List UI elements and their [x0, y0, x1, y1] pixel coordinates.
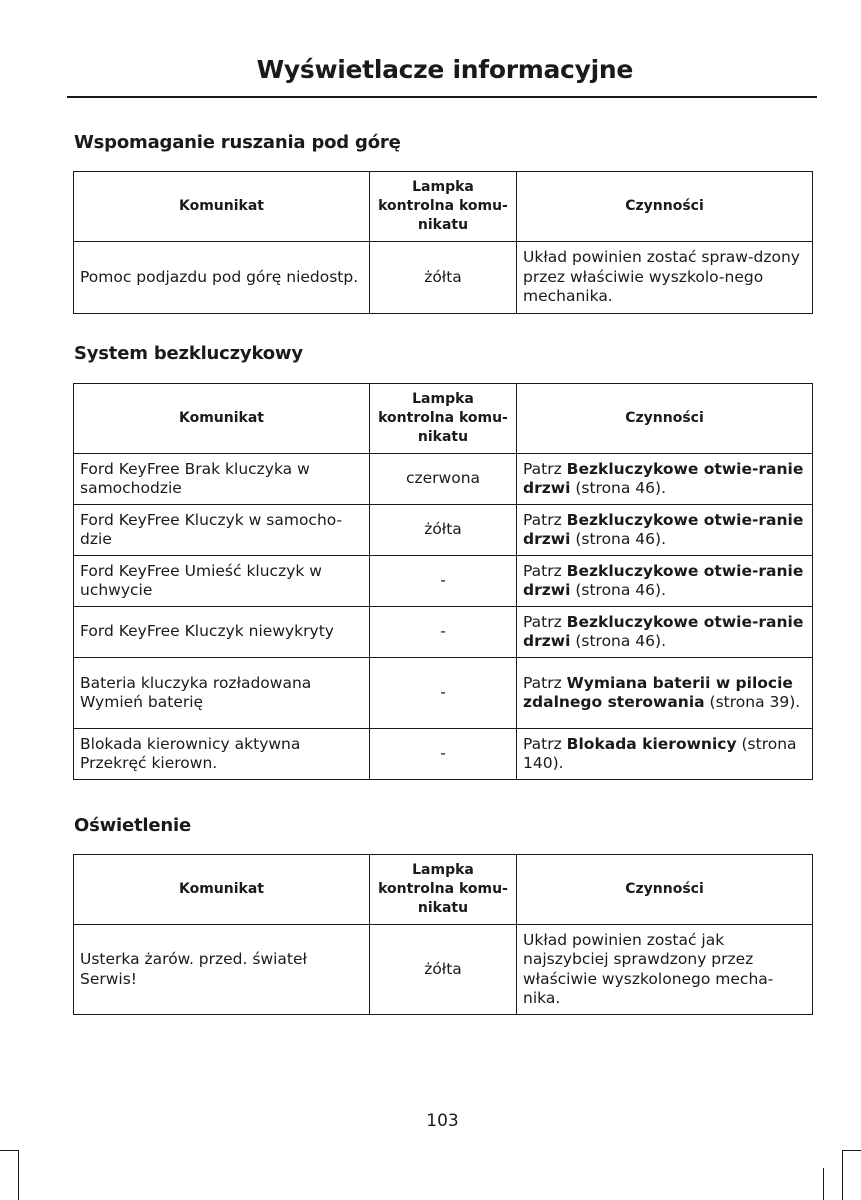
lamp-cell: czerwona	[370, 454, 517, 505]
header-komunikat: Komunikat	[74, 384, 370, 454]
message-cell: Bateria kluczyka rozładowana Wymień baterię	[74, 658, 370, 729]
lamp-cell: -	[370, 658, 517, 729]
lamp-cell: -	[370, 556, 517, 607]
crop-mark	[823, 1168, 824, 1200]
action-prefix: Patrz	[523, 673, 567, 692]
action-reference: Bezkluczykowe otwie-ranie drzwi	[523, 612, 804, 650]
action-prefix: Patrz	[523, 459, 567, 478]
lamp-cell: -	[370, 729, 517, 780]
message-cell: Ford KeyFree Kluczyk w samocho-dzie	[74, 505, 370, 556]
action-cell	[517, 505, 813, 556]
action-prefix: Patrz	[523, 734, 567, 753]
action-reference: Bezkluczykowe otwie-ranie drzwi	[523, 561, 804, 599]
table-row	[74, 607, 813, 658]
action-suffix: (strona 46).	[570, 632, 666, 650]
action-prefix: Patrz	[523, 561, 567, 580]
action-prefix: Patrz	[523, 510, 567, 529]
action-cell	[517, 658, 813, 729]
header-czynnosci: Czynności	[517, 172, 813, 242]
page-title: Wyświetlacze informacyjne	[256, 55, 633, 84]
header-lampka: Lampka kontrolna komu-nikatu	[370, 384, 517, 454]
crop-mark	[842, 1150, 861, 1151]
table-row	[74, 505, 813, 556]
table-row	[74, 658, 813, 729]
title-divider	[67, 96, 817, 98]
header-komunikat: Komunikat	[74, 855, 370, 925]
table-header-row	[74, 855, 813, 925]
action-reference: Bezkluczykowe otwie-ranie drzwi	[523, 510, 804, 548]
crop-mark	[18, 1150, 19, 1200]
action-prefix: Patrz	[523, 612, 567, 631]
message-cell: Pomoc podjazdu pod górę niedostp.	[74, 242, 370, 314]
message-cell: Usterka żarów. przed. świateł Serwis!	[74, 925, 370, 1015]
header-czynnosci: Czynności	[517, 384, 813, 454]
page-number: 103	[426, 1111, 459, 1131]
table-lighting	[73, 854, 813, 1015]
crop-mark	[842, 1150, 843, 1200]
action-cell: Układ powinien zostać spraw-dzony przez właściwie wyszkolo-nego mechanika.	[517, 242, 813, 314]
table-row	[74, 454, 813, 505]
action-suffix: (strona 46).	[570, 479, 666, 497]
action-reference: Blokada kierownicy	[566, 734, 737, 753]
header-komunikat: Komunikat	[74, 172, 370, 242]
lamp-cell: żółta	[370, 505, 517, 556]
table-row	[74, 729, 813, 780]
action-cell	[517, 454, 813, 505]
message-cell: Ford KeyFree Brak kluczyka w samochodzie	[74, 454, 370, 505]
header-lampka: Lampka kontrolna komu-nikatu	[370, 172, 517, 242]
action-suffix: (strona 39).	[704, 693, 801, 711]
section-heading-lighting: Oświetlenie	[74, 815, 191, 836]
table-header-row	[74, 172, 813, 242]
action-cell: Układ powinien zostać jak najszybciej sprawdzony przez właściwie wyszkolonego mecha-nika.	[517, 925, 813, 1015]
header-lampka: Lampka kontrolna komu-nikatu	[370, 855, 517, 925]
action-cell	[517, 607, 813, 658]
message-cell: Ford KeyFree Umieść kluczyk w uchwycie	[74, 556, 370, 607]
lamp-cell: żółta	[370, 925, 517, 1015]
action-reference: Bezkluczykowe otwie-ranie drzwi	[523, 459, 804, 497]
table-row	[74, 925, 813, 1015]
table-hill-start	[73, 171, 813, 314]
lamp-cell: żółta	[370, 242, 517, 314]
message-cell: Blokada kierownicy aktywna Przekręć kierown.	[74, 729, 370, 780]
action-suffix: (strona 140).	[523, 734, 797, 772]
action-cell	[517, 729, 813, 780]
table-row	[74, 556, 813, 607]
action-suffix: (strona 46).	[570, 530, 666, 548]
section-heading-keyless: System bezkluczykowy	[74, 343, 303, 364]
table-row	[74, 242, 813, 314]
crop-mark	[0, 1150, 18, 1151]
lamp-cell: -	[370, 607, 517, 658]
table-header-row	[74, 384, 813, 454]
header-czynnosci: Czynności	[517, 855, 813, 925]
action-cell	[517, 556, 813, 607]
action-reference: Wymiana baterii w pilocie zdalnego sterowania	[523, 673, 793, 711]
message-cell: Ford KeyFree Kluczyk niewykryty	[74, 607, 370, 658]
action-suffix: (strona 46).	[570, 581, 666, 599]
table-keyless	[73, 383, 813, 780]
section-heading-hill-start: Wspomaganie ruszania pod górę	[74, 132, 401, 153]
